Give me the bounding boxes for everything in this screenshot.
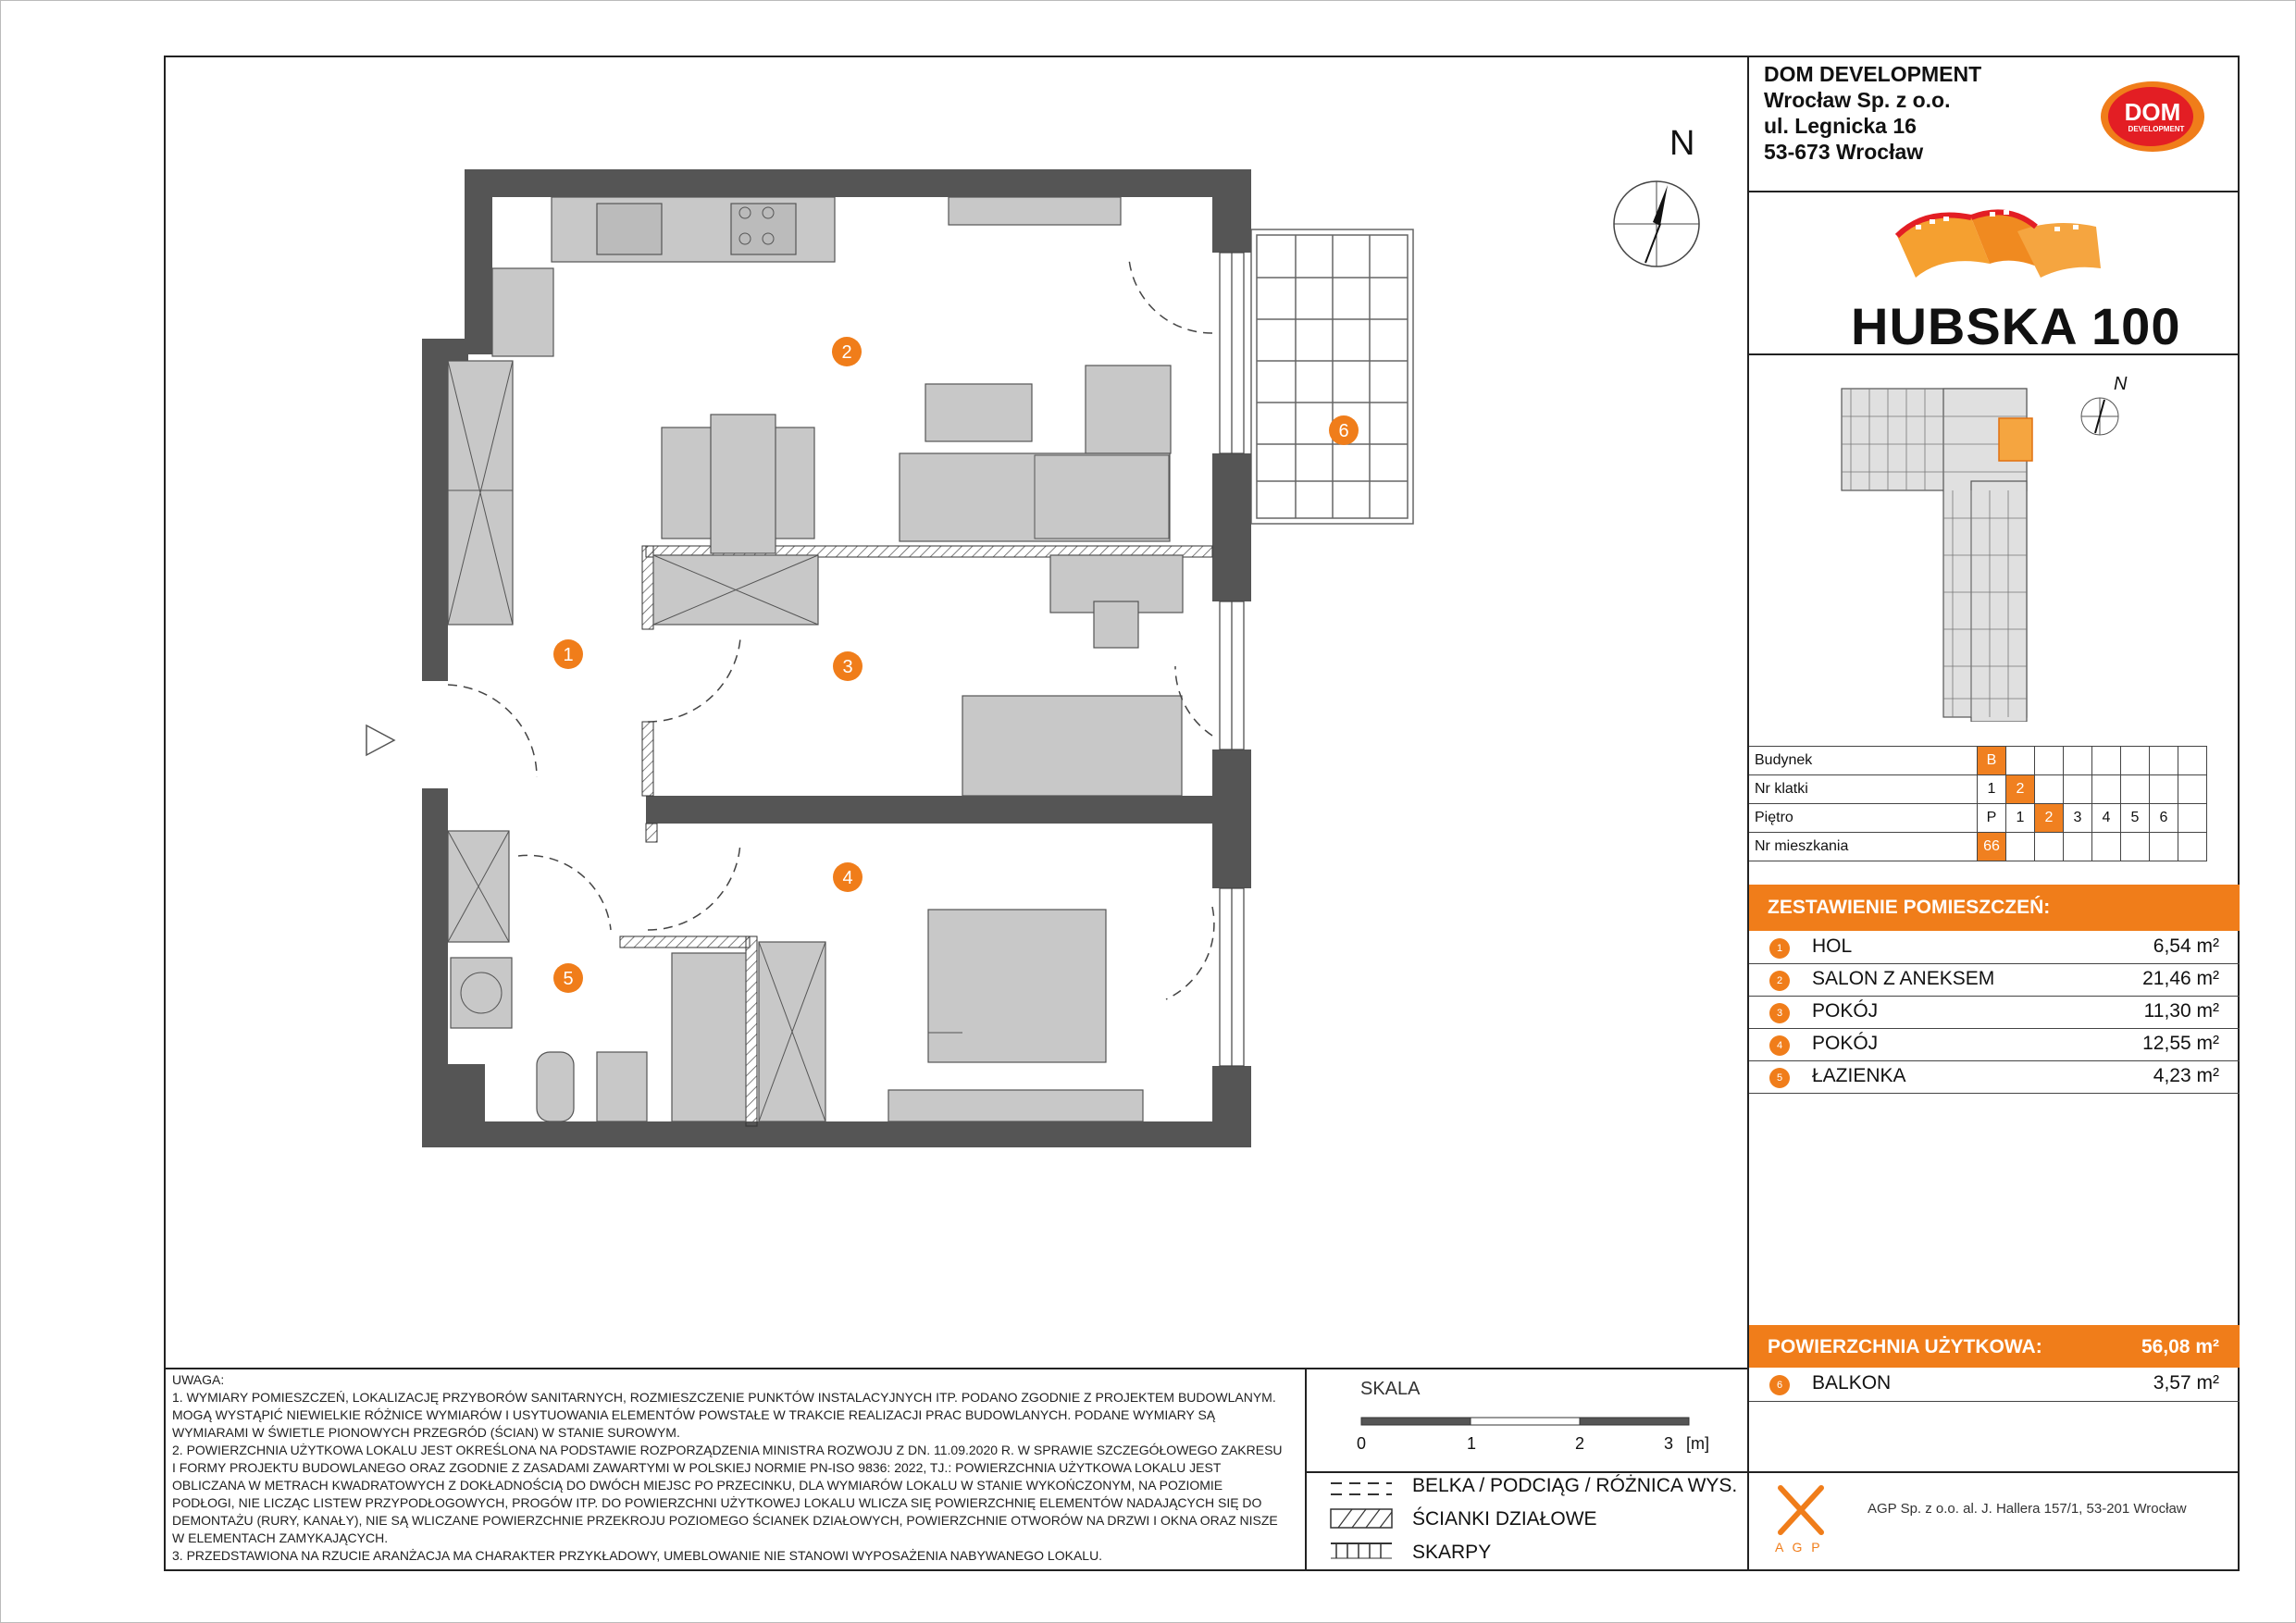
scale-tick: 3 (1664, 1434, 1674, 1453)
scale-bar (1357, 1414, 1699, 1432)
room-label-balcony: 6 (1338, 421, 1349, 441)
room-num: 3 (1769, 1003, 1790, 1023)
usable-area-value: 56,08 m² (2141, 1336, 2219, 1357)
floor-option: 4 (2092, 804, 2121, 833)
logo-text-sub: DEVELOPMENT (2128, 125, 2185, 133)
note-line: WYMIARAMI W ŚWIETLE PIONOWYCH PRZEGRÓD (ŚCIAN) W STANIE SUROWYM. (172, 1425, 680, 1440)
rooms-header-bar (1749, 885, 2240, 931)
stair-option: 1 (1978, 775, 2006, 804)
floor-label: Piętro (1749, 804, 1978, 833)
room-row (1749, 963, 2240, 997)
balcony (1251, 229, 1413, 524)
room-label-room3: 3 (842, 657, 853, 677)
room-row (1749, 996, 2240, 1029)
room-label-hall: 1 (563, 645, 574, 665)
room-name: BALKON (1812, 1372, 1892, 1394)
room-row (1749, 1028, 2240, 1061)
apartment-label: Nr mieszkania (1749, 833, 1978, 861)
room-num: 1 (1769, 938, 1790, 959)
room-label-living: 2 (841, 342, 852, 363)
note-line: MOGĄ WYSTĄPIĆ NIEWIELKIE RÓŻNICE WYMIARÓW I USYTUOWANIA ELEMENTÓW POWSTAŁE W TRAKCIE REALIZACJI PRAC BUDOWLANYCH. PODANE WYMIARY SĄ (172, 1407, 1216, 1422)
floor-option: 1 (2006, 804, 2035, 833)
note-line: 3. PRZEDSTAWIONA NA RZUCIE ARANŻACJA MA CHARAKTER PRZYKŁADOWY, UMEBLOWANIE NIE STANOWI WYPOSAŻENIA NABYWANEGO LOKALU. (172, 1548, 1103, 1563)
note-line: W ELEMENTACH ZAMYKAJĄCYCH. (172, 1530, 389, 1545)
company-info (1764, 61, 1981, 165)
mini-north-label: N (2114, 374, 2128, 394)
legend-partition: ŚCIANKI DZIAŁOWE (1412, 1508, 1597, 1530)
room-area: 3,57 m² (2153, 1372, 2219, 1394)
company-name: DOM DEVELOPMENT (1764, 62, 1982, 86)
room-num: 5 (1769, 1068, 1790, 1088)
legend-symbols (1329, 1479, 1394, 1562)
notes-title: UWAGA: (172, 1372, 225, 1387)
agp-mark: A G P (1775, 1540, 1823, 1555)
usable-area-label: POWIERZCHNIA UŻYTKOWA: (1768, 1336, 2042, 1357)
floor-option: 3 (2064, 804, 2092, 833)
windows (1220, 253, 1244, 1066)
apartment-value: 66 (1978, 833, 2006, 861)
room-area: 11,30 m² (2143, 1000, 2219, 1022)
floor-option-selected: 2 (2035, 804, 2064, 833)
company-street: ul. Legnicka 16 (1764, 114, 1917, 138)
building-value: B (1978, 747, 2006, 775)
divider (1747, 1471, 2240, 1473)
note-line: 2. POWIERZCHNIA UŻYTKOWA LOKALU JEST OKREŚLONA NA PODSTAWIE ROZPORZĄDZENIA MINISTRA ROZWOJU Z DN. 11.09.2020 R. W SPRAWIE SZCZEGÓŁOWEGO ZAKRESU (172, 1443, 1283, 1457)
room-name: SALON Z ANEKSEM (1812, 968, 1995, 989)
room-num: 4 (1769, 1035, 1790, 1056)
room-area: 6,54 m² (2153, 935, 2219, 957)
legend-beam: BELKA / PODCIĄG / RÓŻNICA WYS. (1412, 1475, 1738, 1496)
note-line: DEMONTAŻU (RURY, KANAŁY), NIE SĄ WLICZANE POWIERZCHNIE PRZEKROJU POZIOMEGO ŚCIANEK DZIAŁOWYCH, POWIERZCHNIE OTWORÓW NA DRZWI I OKNA ORAZ NISZE (172, 1513, 1278, 1528)
note-line: 1. WYMIARY POMIESZCZEŃ, LOKALIZACJĘ PRZYBORÓW SANITARNYCH, ROZMIESZCZENIE PUNKTÓW INSTALACYJNYCH ITP. PODANO ZGODNIE Z PROJEKTEM BUDOWLANYM. (172, 1390, 1276, 1405)
divider (1305, 1368, 1307, 1571)
divider (1747, 191, 2240, 192)
entrance-arrow-icon (366, 725, 394, 755)
usable-area-bar (1749, 1325, 2240, 1368)
legend-reveal: SKARPY (1412, 1542, 1492, 1563)
balcony-row (1749, 1368, 2240, 1402)
divider (164, 1368, 1749, 1369)
north-label: N (1669, 124, 1695, 163)
stair-option-selected: 2 (2006, 775, 2035, 804)
room-area: 21,46 m² (2142, 968, 2219, 989)
room-num: 2 (1769, 971, 1790, 991)
scale-tick: 0 (1357, 1434, 1367, 1453)
scale-unit: [m] (1686, 1434, 1709, 1453)
floor-option: 6 (2150, 804, 2178, 833)
room-area: 4,23 m² (2153, 1065, 2219, 1086)
note-line: PODŁOGI, NIE LICZĄC LISTEW PRZYPODŁOGOWYCH, PROGÓW ITP. DO POWIERZCHNI UŻYTKOWEJ LOKALU WLICZA SIĘ POWIERZCHNIĘ ELEMENTÓW NADAJĄCYCH SIĘ DO (172, 1495, 1262, 1510)
floor-option: 5 (2121, 804, 2150, 833)
agp-address: AGP Sp. z o.o. al. J. Hallera 157/1, 53-201 Wrocław (1868, 1501, 2187, 1517)
logo-text-main: DOM (2124, 98, 2181, 126)
scale-tick: 1 (1467, 1434, 1477, 1453)
room-name: POKÓJ (1812, 1033, 1879, 1054)
room-name: POKÓJ (1812, 1000, 1879, 1022)
divider (1305, 1471, 1749, 1473)
film-strip-logo (1888, 199, 2110, 291)
stair-label: Nr klatki (1749, 775, 1978, 804)
room-num: 6 (1769, 1375, 1790, 1395)
room-row (1749, 931, 2240, 964)
floor-option: P (1978, 804, 2006, 833)
room-row (1749, 1060, 2240, 1094)
building-label: Budynek (1749, 747, 1978, 775)
company-city: 53-673 Wrocław (1764, 140, 1924, 164)
company-entity: Wrocław Sp. z o.o. (1764, 88, 1951, 112)
room-label-bathroom: 5 (563, 969, 574, 989)
room-name: HOL (1812, 935, 1853, 957)
room-area: 12,55 m² (2142, 1033, 2219, 1054)
project-title: HUBSKA 100 (1851, 297, 2181, 355)
notes (172, 1371, 1301, 1565)
agp-logo-icon (1773, 1484, 1829, 1536)
note-line: I FORMY PROJEKTU BUDOWLANEGO ORAZ ZGODNIE Z ZASADAMI ZAWARTYMI W POLSKIEJ NORMIE PN-ISO 9836: 2022, TJ.: POWIERZCHNIA UŻYTKOWA LOKALU JEST (172, 1460, 1222, 1475)
note-line: OBLICZANA W METRACH KWADRATOWYCH Z DOKŁADNOŚCIĄ DO DWÓCH MIEJSC PO PRZECINKU, DLA WYMIARÓW LOKALU W STANIE WYKOŃCZONYM, NA POZIOMIE (172, 1478, 1223, 1493)
scale-tick: 2 (1575, 1434, 1585, 1453)
building-key-plan (1832, 379, 2138, 722)
unit-info-table (1749, 746, 2207, 861)
room-label-room4: 4 (842, 868, 853, 888)
room-name: ŁAZIENKA (1812, 1065, 1906, 1086)
dom-development-logo (2097, 80, 2204, 154)
compass-icon (1610, 178, 1703, 270)
floor-plan (352, 157, 1444, 1157)
scale-title: SKALA (1360, 1379, 1421, 1399)
rooms-header: ZESTAWIENIE POMIESZCZEŃ: (1768, 897, 2051, 918)
